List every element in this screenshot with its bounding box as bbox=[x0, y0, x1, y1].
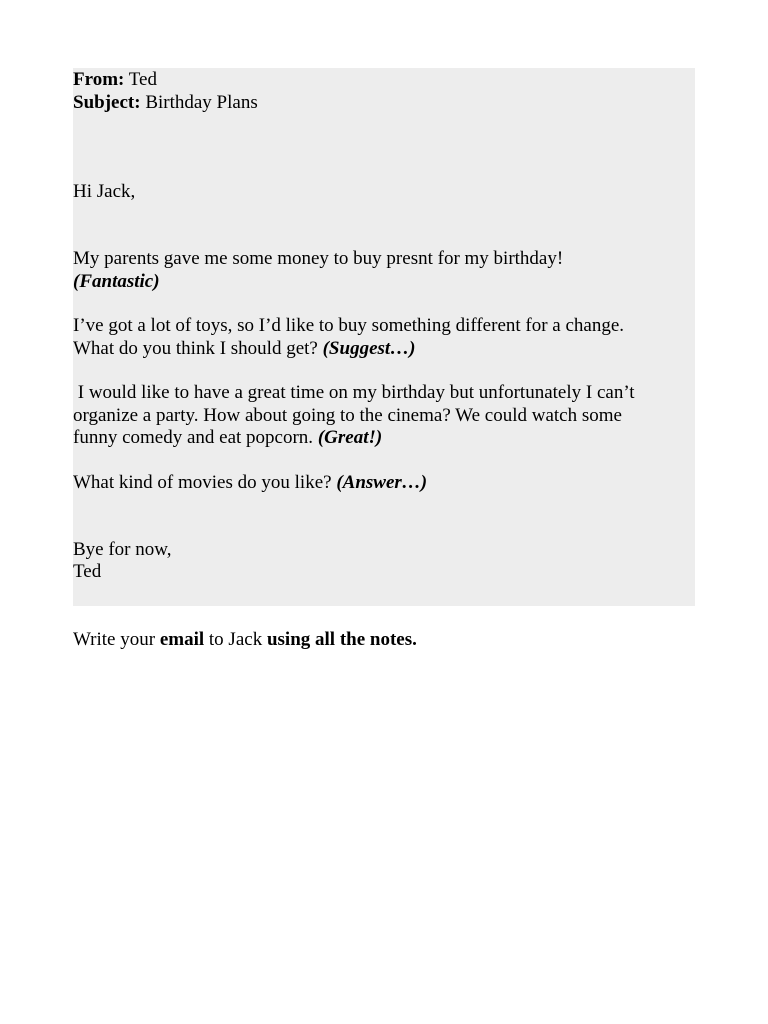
from-label: From: bbox=[73, 69, 125, 90]
subject-value: Birthday Plans bbox=[145, 92, 258, 113]
subject-line bbox=[73, 92, 258, 115]
closing: Bye for now, bbox=[73, 539, 172, 560]
paragraph-3-line-3 bbox=[73, 427, 382, 450]
paragraph-2-line-1: I’ve got a lot of toys, so I’d like to buy something different for a change. bbox=[73, 315, 625, 336]
instruction-email-word: email bbox=[159, 629, 205, 650]
paragraph-3-note: (Great!) bbox=[317, 427, 383, 448]
instruction-notes-phrase: using all the notes. bbox=[266, 629, 417, 650]
paragraph-3-line-1: I would like to have a great time on my birthday but unfortunately I can’t bbox=[73, 382, 635, 403]
paragraph-3-line-2: organize a party. How about going to the cinema? We could watch some bbox=[73, 405, 622, 426]
paragraph-1-note: (Fantastic) bbox=[73, 271, 160, 292]
instruction bbox=[73, 629, 417, 652]
paragraph-2-line-2 bbox=[73, 338, 416, 361]
instruction-part-1: Write your bbox=[73, 629, 160, 650]
signature: Ted bbox=[73, 561, 102, 582]
subject-label: Subject: bbox=[73, 92, 141, 113]
instruction-part-3: to Jack bbox=[204, 629, 267, 650]
from-value: Ted bbox=[128, 69, 157, 90]
paragraph-3-text: funny comedy and eat popcorn. bbox=[73, 427, 314, 448]
greeting: Hi Jack, bbox=[73, 181, 136, 202]
paragraph-4-line bbox=[73, 472, 427, 495]
paragraph-2-question: What do you think I should get? bbox=[73, 338, 318, 359]
paragraph-4-note: (Answer…) bbox=[336, 472, 428, 493]
paragraph-1-text: My parents gave me some money to buy presnt for my birthday! bbox=[73, 248, 564, 269]
paragraph-4-question: What kind of movies do you like? bbox=[73, 472, 332, 493]
from-line bbox=[73, 69, 157, 92]
paragraph-2-note: (Suggest…) bbox=[322, 338, 416, 359]
